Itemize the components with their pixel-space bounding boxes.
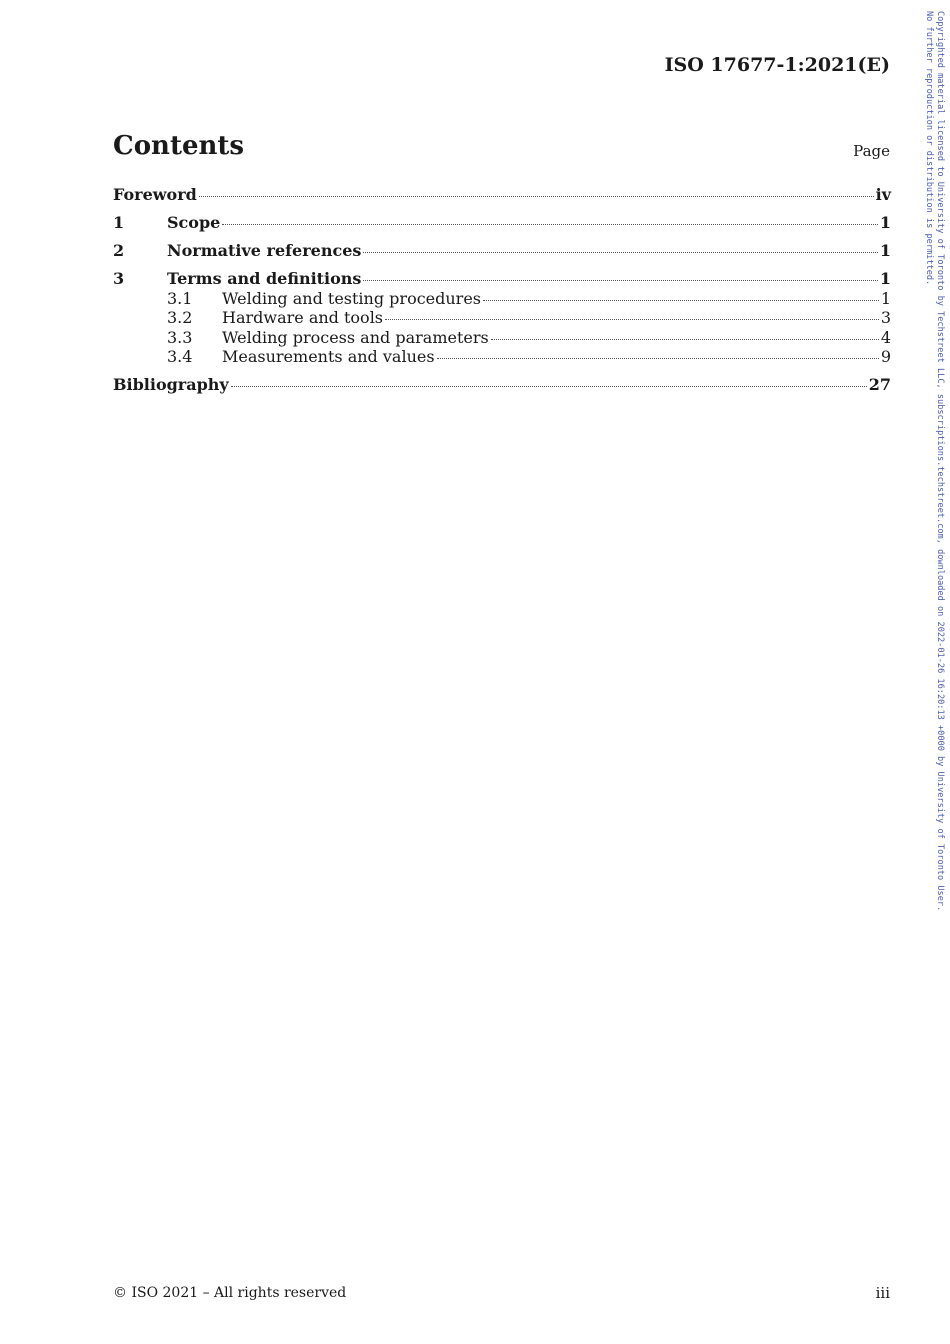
table-of-contents [113, 185, 891, 395]
toc-entry-number: 3.4 [167, 347, 193, 366]
toc-entry-title: Foreword [113, 185, 197, 204]
toc-entry-scope[interactable] [113, 213, 891, 233]
toc-entry-page: 1 [879, 213, 891, 232]
toc-entry-page: iv [875, 185, 891, 204]
watermark-line-1: Copyrighted material licensed to University of Toronto by Techstreet LLC, subscriptions.techstreet.com, downloaded on 2022-01-26 16:20:13 +0000 by University of Toronto User. [935, 11, 945, 912]
toc-entry-page: 3 [880, 308, 891, 327]
contents-title: Contents [113, 131, 245, 161]
document-id: ISO 17677-1:2021(E) [664, 54, 890, 76]
toc-entry-title: Scope [167, 213, 221, 232]
toc-subentry-hardware-and-tools[interactable] [113, 308, 891, 328]
page-column-label: Page [853, 142, 890, 160]
license-watermark [923, 11, 945, 911]
dot-leader [363, 251, 877, 253]
toc-entry-normative-references[interactable] [113, 241, 891, 261]
dot-leader [363, 279, 877, 281]
toc-entry-bibliography[interactable] [113, 375, 891, 395]
toc-entry-number: 1 [113, 213, 125, 232]
toc-entry-page: 1 [879, 269, 891, 288]
toc-entry-page: 1 [879, 241, 891, 260]
toc-entry-number: 3 [113, 269, 125, 288]
toc-entry-title: Normative references [167, 241, 362, 260]
toc-entry-page: 9 [880, 347, 891, 366]
toc-entry-foreword[interactable] [113, 185, 891, 205]
toc-entry-number: 3.1 [167, 288, 193, 308]
toc-entry-number: 3.2 [167, 308, 193, 327]
dot-leader [385, 318, 879, 320]
toc-entry-terms-and-definitions[interactable] [113, 269, 891, 289]
toc-entry-page: 1 [880, 288, 891, 308]
toc-entry-title: Bibliography [113, 375, 229, 394]
dot-leader [222, 223, 878, 225]
watermark-line-2: No further reproduction or distribution is permitted. [924, 11, 934, 286]
footer-copyright: © ISO 2021 – All rights reserved [113, 1285, 347, 1301]
toc-subentry-measurements-and-values[interactable] [113, 347, 891, 367]
toc-entry-title: Measurements and values [222, 347, 435, 366]
toc-subentry-welding-and-testing-procedures[interactable] [113, 289, 891, 309]
dot-leader [231, 385, 867, 387]
toc-entry-title: Terms and definitions [167, 269, 362, 288]
toc-entry-number: 3.3 [167, 327, 193, 347]
toc-entry-page: 27 [868, 375, 891, 394]
toc-entry-title: Welding and testing procedures [222, 288, 482, 308]
toc-entry-title: Hardware and tools [222, 308, 384, 327]
dot-leader [483, 299, 879, 301]
footer-page-number: iii [875, 1284, 890, 1302]
dot-leader [199, 195, 874, 197]
toc-subentry-welding-process-and-parameters[interactable] [113, 328, 891, 348]
toc-entry-page: 4 [880, 327, 891, 347]
toc-entry-number: 2 [113, 241, 125, 260]
dot-leader [491, 338, 879, 340]
toc-entry-title: Welding process and parameters [222, 327, 489, 347]
dot-leader [437, 357, 879, 359]
